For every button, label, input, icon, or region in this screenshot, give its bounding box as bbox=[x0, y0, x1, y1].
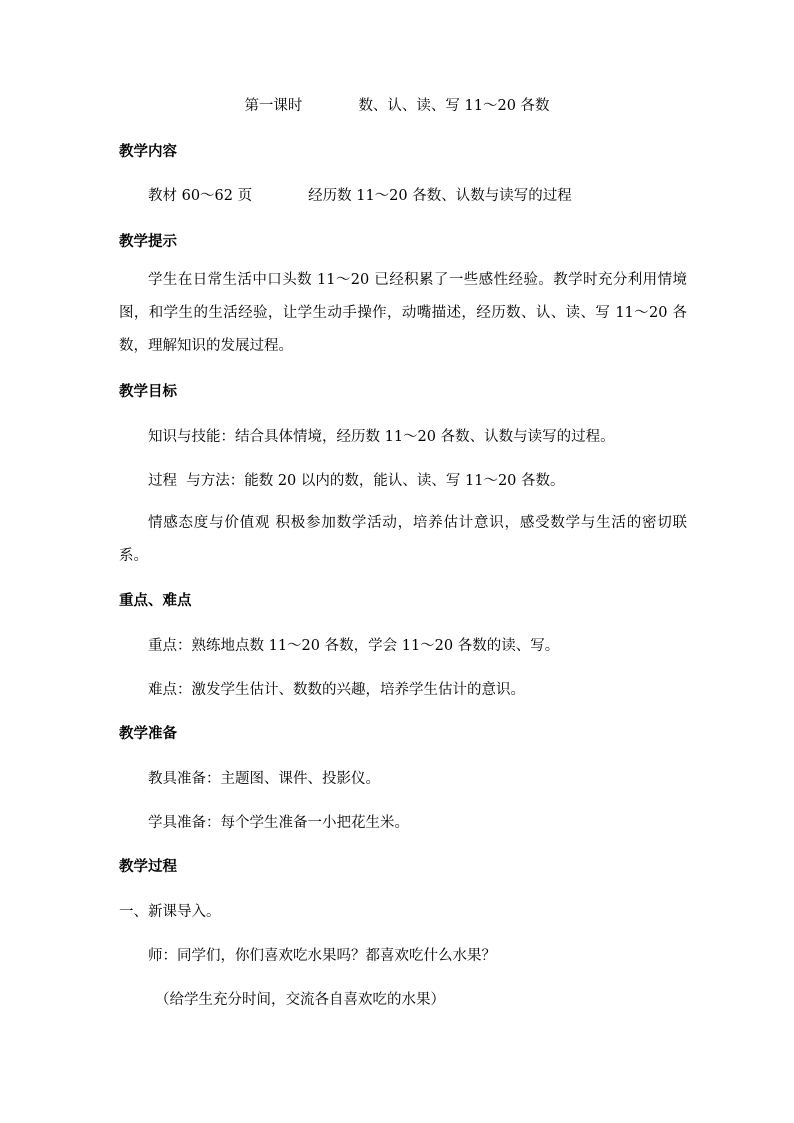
lesson-title-part1: 第一课时 bbox=[244, 98, 303, 114]
heading-key: 重点、难点 bbox=[119, 593, 192, 609]
process-line1: 师：同学们，你们喜欢吃水果吗？都喜欢吃什么水果？ bbox=[148, 948, 496, 964]
heading-process: 教学过程 bbox=[119, 859, 177, 875]
goals-line1: 知识与技能：结合具体情境，经历数 11～20 各数、认数与读写的过程。 bbox=[148, 429, 615, 445]
goals-line3: 情感态度与价值观 积极参加数学活动，培养估计意识，感受数学与生活的密切联系。 bbox=[119, 515, 687, 564]
content-text bbox=[119, 186, 687, 206]
process-line2: （给学生充分时间，交流各自喜欢吃的水果） bbox=[155, 992, 445, 1008]
lesson-title-part2: 数、认、读、写 11～20 各数 bbox=[358, 98, 550, 114]
heading-content: 教学内容 bbox=[119, 144, 177, 160]
heading-goals: 教学目标 bbox=[119, 384, 177, 400]
key-line2: 难点：激发学生估计、数数的兴趣，培养学生估计的意识。 bbox=[148, 682, 525, 698]
lesson-title bbox=[0, 96, 794, 116]
heading-hint: 教学提示 bbox=[119, 234, 177, 250]
content-text-b: 经历数 11～20 各数、认数与读写的过程 bbox=[308, 188, 572, 204]
prep-line2: 学具准备：每个学生准备一小把花生米。 bbox=[148, 815, 409, 831]
content-text-a: 教材 60～62 页 bbox=[148, 188, 253, 204]
prep-line1: 教具准备：主题图、课件、投影仪。 bbox=[148, 771, 380, 787]
process-step1: 一、新课导入。 bbox=[119, 904, 221, 920]
heading-prep: 教学准备 bbox=[119, 726, 177, 742]
goals-line2: 过程 与方法：能数 20 以内的数，能认、读、写 11～20 各数。 bbox=[148, 473, 565, 489]
hint-text: 学生在日常生活中口头数 11～20 已经积累了一些感性经验。教学时充分利用情境图，和学生的生活经验，让学生动手操作，动嘴描述，经历数、认、读、写 11～20 各数，理解知识的发展过程。 bbox=[119, 272, 687, 354]
key-line1: 重点：熟练地点数 11～20 各数，学会 11～20 各数的读、写。 bbox=[148, 638, 560, 654]
